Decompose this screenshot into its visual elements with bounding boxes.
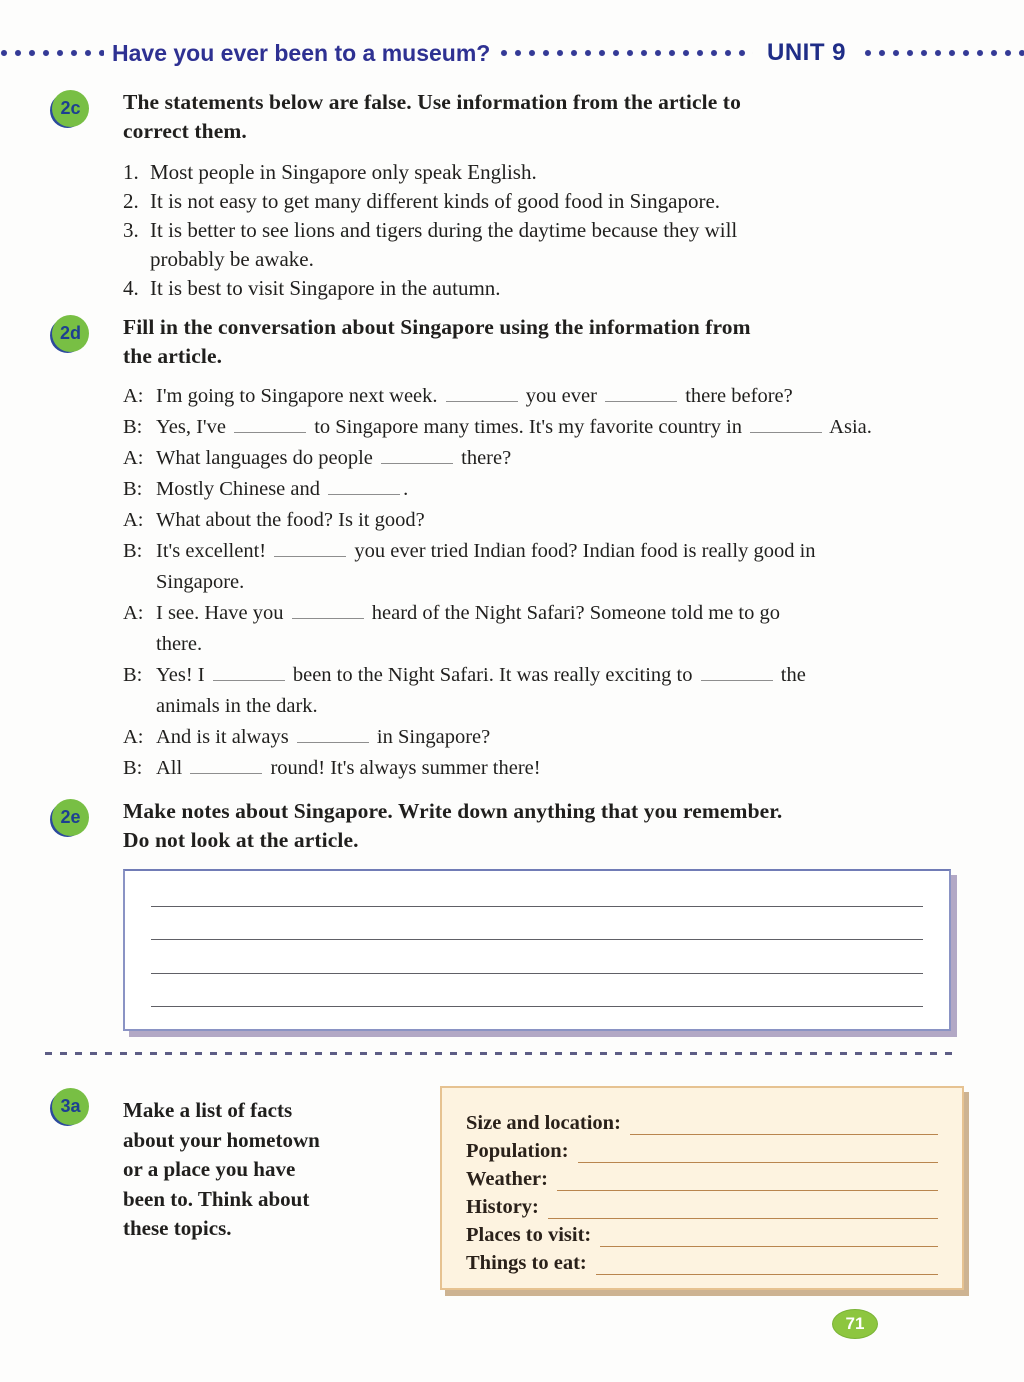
statement-number: 4.: [123, 276, 139, 300]
conversation-line: [123, 443, 1008, 474]
section-badge-2c: 2c: [52, 90, 89, 127]
fill-in-blank[interactable]: [190, 758, 262, 774]
dotted-rule-left: [0, 49, 104, 57]
fill-in-blank[interactable]: [274, 541, 346, 557]
section-2e-title: Make notes about Singapore. Write down anything that you remember. Do not look at the article.: [123, 799, 783, 852]
section-badge-2e: 2e: [52, 799, 89, 836]
conversation-line: [123, 412, 1008, 443]
topic-row: [466, 1191, 938, 1219]
conversation-line: [123, 474, 1008, 505]
section-badge-3a: 3a: [52, 1088, 89, 1125]
section-3a: [0, 1086, 1024, 1274]
fill-in-blank[interactable]: [701, 665, 773, 681]
speaker-label: A:: [123, 602, 144, 624]
conversation-text: Yes, I've to Singapore many times. It's my favorite country in Asia.: [156, 416, 872, 438]
conversation-text: And is it always in Singapore?: [156, 726, 491, 748]
topic-row: [466, 1163, 938, 1191]
topic-writing-line[interactable]: [557, 1170, 938, 1191]
conversation-text: What about the food? Is it good?: [156, 509, 425, 531]
note-writing-line[interactable]: [151, 906, 923, 907]
topic-writing-line[interactable]: [578, 1142, 938, 1163]
speaker-label: A:: [123, 447, 144, 469]
statement-number: 1.: [123, 160, 139, 184]
statement-number: 2.: [123, 189, 139, 213]
speaker-label: A:: [123, 509, 144, 531]
dotted-rule-middle: [500, 49, 753, 57]
dotted-rule-right: [864, 49, 1024, 57]
topic-writing-line[interactable]: [600, 1226, 938, 1247]
fill-in-blank[interactable]: [297, 727, 369, 743]
unit-question-title: Have you ever been to a museum?: [112, 39, 491, 66]
facts-topics-box: [440, 1086, 964, 1290]
section-3a-title: Make a list of facts about your hometown or a place you have been to. Think about these topics.: [123, 1098, 320, 1240]
section-2c-title: The statements below are false. Use information from the article to correct them.: [123, 90, 741, 143]
false-statements-list: [123, 158, 943, 303]
topic-label: Size and location:: [466, 1112, 621, 1134]
conversation-text: All round! It's always summer there!: [156, 757, 541, 779]
section-2c: [0, 88, 1024, 303]
statement-text: It is best to visit Singapore in the autumn.: [150, 276, 501, 300]
statement-item: [123, 158, 943, 187]
statement-item: [123, 274, 943, 303]
note-writing-line[interactable]: [151, 973, 923, 974]
page-header: [0, 36, 1024, 70]
fill-in-blank[interactable]: [213, 665, 285, 681]
topic-label: History:: [466, 1196, 539, 1218]
conversation-text: I see. Have you heard of the Night Safari? Someone told me to go there.: [156, 602, 780, 655]
fill-in-blank[interactable]: [750, 417, 822, 433]
topic-label: Population:: [466, 1140, 569, 1162]
conversation-line: [123, 598, 1008, 660]
fill-in-blank[interactable]: [328, 479, 400, 495]
conversation-fill-in: [123, 381, 1008, 784]
fill-in-blank[interactable]: [234, 417, 306, 433]
conversation-text: I'm going to Singapore next week. you ever there before?: [156, 385, 793, 407]
page-number-badge: 71: [832, 1309, 878, 1339]
note-writing-line[interactable]: [151, 1006, 923, 1007]
conversation-text: What languages do people there?: [156, 447, 512, 469]
topic-writing-line[interactable]: [548, 1198, 938, 1219]
speaker-label: B:: [123, 416, 143, 438]
topic-row: [466, 1135, 938, 1163]
note-writing-line[interactable]: [151, 939, 923, 940]
speaker-label: A:: [123, 726, 144, 748]
fill-in-blank[interactable]: [605, 386, 677, 402]
section-2d: [0, 313, 1024, 784]
conversation-line: [123, 753, 1008, 784]
section-badge-2d: 2d: [52, 315, 89, 352]
speaker-label: B:: [123, 757, 143, 779]
statement-item: [123, 216, 943, 274]
fill-in-blank[interactable]: [292, 603, 364, 619]
topic-row: [466, 1107, 938, 1135]
statement-item: [123, 187, 943, 216]
dashed-divider: [45, 1052, 953, 1055]
speaker-label: B:: [123, 540, 143, 562]
speaker-label: A:: [123, 385, 144, 407]
section-2d-title: Fill in the conversation about Singapore using the information from the article.: [123, 315, 751, 368]
conversation-text: Yes! I been to the Night Safari. It was really exciting to the animals in the dark.: [156, 664, 806, 717]
notes-writing-box[interactable]: [123, 869, 951, 1031]
conversation-line: [123, 660, 1008, 722]
conversation-line: [123, 505, 1008, 536]
conversation-line: [123, 381, 1008, 412]
topic-writing-line[interactable]: [596, 1254, 938, 1275]
unit-label: UNIT 9: [766, 39, 846, 66]
topic-label: Things to eat:: [466, 1252, 587, 1274]
topic-writing-line[interactable]: [630, 1114, 938, 1135]
statement-text: It is not easy to get many different kinds of good food in Singapore.: [150, 189, 721, 213]
conversation-line: [123, 536, 1008, 598]
topic-row: [466, 1219, 938, 1247]
conversation-text: Mostly Chinese and .: [156, 478, 409, 500]
conversation-text: It's excellent! you ever tried Indian food? Indian food is really good in Singapore.: [156, 540, 816, 593]
fill-in-blank[interactable]: [446, 386, 518, 402]
topic-label: Places to visit:: [466, 1224, 592, 1246]
fill-in-blank[interactable]: [381, 448, 453, 464]
statement-text: It is better to see lions and tigers during the daytime because they will probably be awake.: [150, 218, 738, 271]
speaker-label: B:: [123, 478, 143, 500]
statement-text: Most people in Singapore only speak English.: [150, 160, 537, 184]
speaker-label: B:: [123, 664, 143, 686]
section-2e: [0, 797, 1024, 1031]
conversation-line: [123, 722, 1008, 753]
topic-label: Weather:: [466, 1168, 548, 1190]
topic-row: [466, 1247, 938, 1275]
statement-number: 3.: [123, 218, 139, 242]
